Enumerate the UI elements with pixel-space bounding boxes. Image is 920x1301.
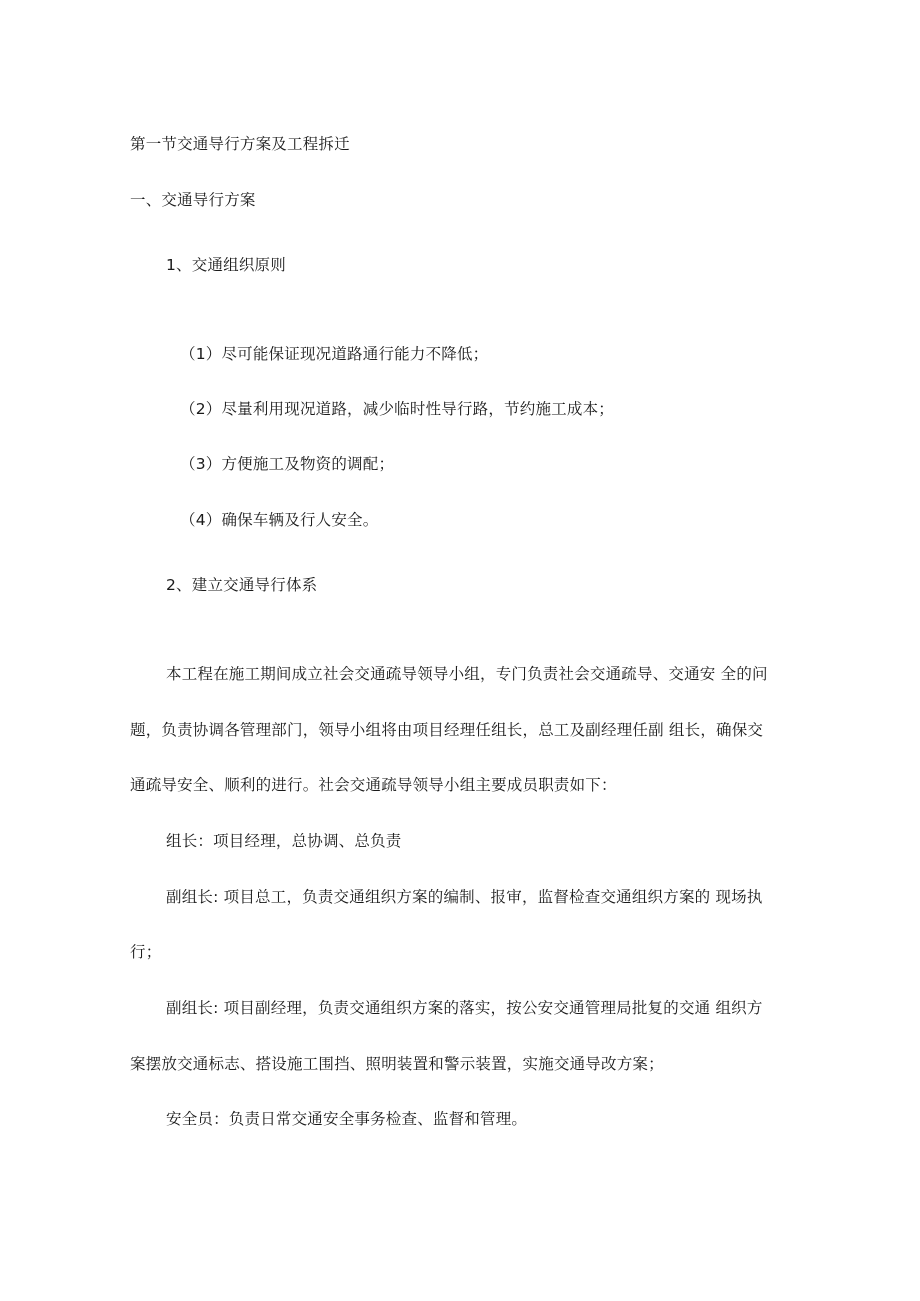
role-deputy-2-line-2: 案摆放交通标志、搭设施工围挡、照明装置和警示装置，实施交通导改方案； <box>130 1055 664 1073</box>
principle-item-4: （4）确保车辆及行人安全。 <box>180 511 379 529</box>
paragraph-line-1: 本工程在施工期间成立社会交通疏导领导小组，专门负责社会交通疏导、交通安 全的问 <box>166 665 768 683</box>
role-safety-officer: 安全员：负责日常交通安全事务检查、监督和管理。 <box>166 1110 528 1128</box>
role-leader: 组长：项目经理，总协调、总负责 <box>166 832 402 850</box>
paragraph-line-2: 题，负责协调各管理部门，领导小组将由项目经理任组长，总工及副经理任副 组长，确保交 <box>130 721 764 739</box>
section-title: 第一节交通导行方案及工程拆迁 <box>130 135 350 153</box>
paragraph-line-3: 通疏导安全、顺利的进行。社会交通疏导领导小组主要成员职责如下： <box>130 776 617 794</box>
role-deputy-1-line-2: 行； <box>130 943 162 961</box>
role-deputy-2-line-1: 副组长: 项目副经理，负责交通组织方案的落实，按公安交通管理局批复的交通 组织方 <box>166 999 763 1017</box>
subheading-build-traffic-guidance-system: 2、建立交通导行体系 <box>166 576 318 594</box>
principle-item-1: （1）尽可能保证现况道路通行能力不降低； <box>180 345 489 363</box>
heading-traffic-guidance-plan: 一、交通导行方案 <box>130 191 256 209</box>
principle-item-2: （2）尽量利用现况道路，减少临时性导行路，节约施工成本； <box>180 400 614 418</box>
role-deputy-1-line-1: 副组长: 项目总工，负责交通组织方案的编制、报审，监督检查交通组织方案的 现场执 <box>166 888 763 906</box>
subheading-traffic-organization-principles: 1、交通组织原则 <box>166 256 286 274</box>
principle-item-3: （3）方便施工及物资的调配； <box>180 455 395 473</box>
